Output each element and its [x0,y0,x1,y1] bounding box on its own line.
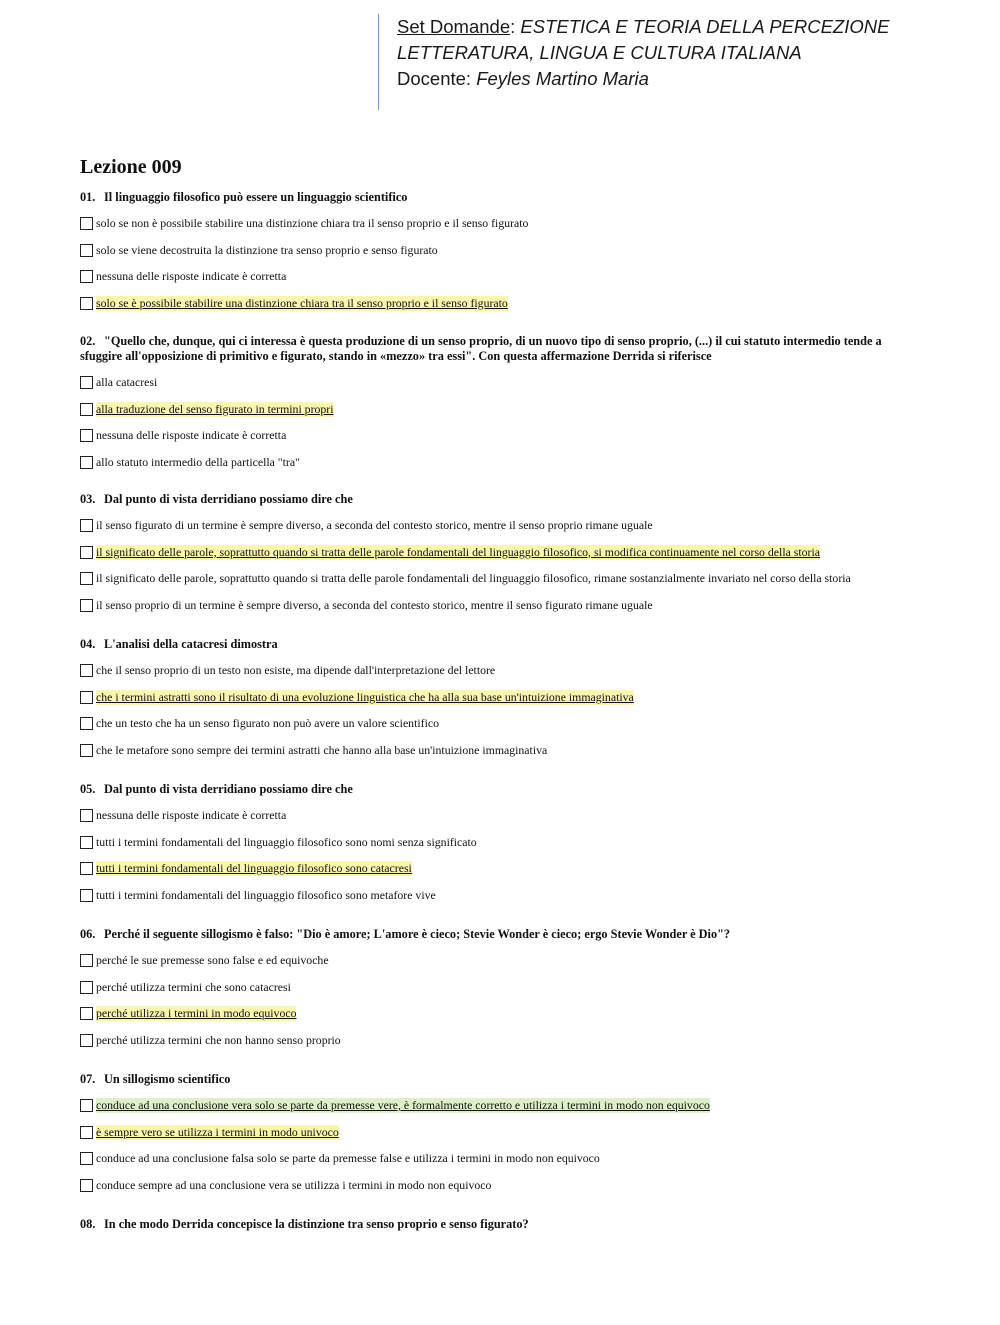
answer-option[interactable] [80,518,925,545]
answer-option[interactable] [80,296,925,323]
question-1 [80,190,925,322]
answer-option[interactable] [80,243,925,270]
question-number: 02. [80,334,96,348]
question-label: L'analisi della catacresi dimostra [104,637,278,651]
question-text [80,927,925,942]
option-text: che i termini astratti sono il risultato di una evoluzione linguistica che ha alla sua base un'intuizione immaginativa [96,689,634,704]
answer-option[interactable] [80,402,925,429]
question-8 [80,1217,925,1243]
checkbox[interactable] [80,297,93,310]
checkbox[interactable] [80,862,93,875]
answer-option[interactable] [80,888,925,915]
answer-option[interactable] [80,1125,925,1152]
checkbox[interactable] [80,836,93,849]
option-text: nessuna delle risposte indicate è corretta [96,428,287,443]
option-text: è sempre vero se utilizza i termini in modo univoco [96,1124,339,1139]
answer-option[interactable] [80,835,925,862]
question-number: 03. [80,492,96,506]
question-6 [80,927,925,1059]
answer-option[interactable] [80,269,925,296]
answer-option[interactable] [80,980,925,1007]
answer-option[interactable] [80,571,925,598]
option-text: allo statuto intermedio della particella "tra" [96,454,300,469]
answer-option[interactable] [80,428,925,455]
checkbox[interactable] [80,1152,93,1165]
option-text: tutti i termini fondamentali del linguaggio filosofico sono metafore vive [96,887,436,902]
option-text: il significato delle parole, soprattutto quando si tratta delle parole fondamentali del linguaggio filosofico, rimane sostanzialmente invariato nel corso della storia [96,571,851,586]
checkbox[interactable] [80,244,93,257]
checkbox[interactable] [80,1099,93,1112]
question-5 [80,782,925,914]
checkbox[interactable] [80,546,93,559]
option-text: perché utilizza termini che non hanno senso proprio [96,1032,341,1047]
option-text: perché utilizza termini che sono catacresi [96,979,291,994]
answer-option[interactable] [80,598,925,625]
question-7 [80,1072,925,1204]
question-2 [80,334,925,481]
teacher-name: Feyles Martino Maria [476,68,649,89]
option-text: nessuna delle risposte indicate è corretta [96,269,287,284]
checkbox[interactable] [80,717,93,730]
checkbox[interactable] [80,376,93,389]
question-label: "Quello che, dunque, qui ci interessa è questa produzione di un senso proprio, di un nuovo tipo di senso proprio, (...) il cui statuto intermedio tende a sfuggire all'opposizione di primitivo e figurato, stando in «mezzo» tra essi". Con questa affermazione Derrida si riferisce [80,334,882,363]
answer-option[interactable] [80,375,925,402]
checkbox[interactable] [80,981,93,994]
question-text [80,492,925,507]
checkbox[interactable] [80,954,93,967]
checkbox[interactable] [80,270,93,283]
question-label: Un sillogismo scientifico [104,1072,231,1086]
checkbox[interactable] [80,599,93,612]
answer-option[interactable] [80,953,925,980]
checkbox[interactable] [80,889,93,902]
answer-option[interactable] [80,216,925,243]
answer-option[interactable] [80,861,925,888]
option-text: solo se è possibile stabilire una distinzione chiara tra il senso proprio e il senso figurato [96,295,508,310]
checkbox[interactable] [80,456,93,469]
answer-option[interactable] [80,545,925,572]
answer-option[interactable] [80,1098,925,1125]
option-text: il significato delle parole, soprattutto quando si tratta delle parole fondamentali del linguaggio filosofico, si modifica continuamente nel corso della storia [96,544,820,559]
question-number: 08. [80,1217,96,1231]
question-label: Dal punto di vista derridiano possiamo dire che [104,492,353,506]
question-number: 04. [80,637,96,651]
answer-option[interactable] [80,455,925,482]
checkbox[interactable] [80,809,93,822]
option-text: conduce sempre ad una conclusione vera se utilizza i termini in modo non equivoco [96,1177,492,1192]
option-text: che il senso proprio di un testo non esiste, ma dipende dall'interpretazione del lettore [96,663,496,677]
question-4 [80,637,925,769]
set-colon: : [510,16,516,37]
option-text: tutti i termini fondamentali del linguaggio filosofico sono catacresi [96,861,412,876]
option-text: il senso proprio di un termine è sempre diverso, a seconda del contesto storico, mentre il senso figurato rimane uguale [96,597,653,612]
checkbox[interactable] [80,1179,93,1192]
checkbox[interactable] [80,744,93,757]
option-text: che un testo che ha un senso figurato non può avere un valore scientifico [96,716,439,731]
answer-option[interactable] [80,743,925,770]
option-text: solo se viene decostruita la distinzione tra senso proprio e senso figurato [96,242,438,257]
option-text: perché utilizza i termini in modo equivoco [96,1006,297,1021]
question-label: Perché il seguente sillogismo è falso: "Dio è amore; L'amore è cieco; Stevie Wonder è cieco; ergo Stevie Wonder è Dio"? [104,927,731,941]
answer-option[interactable] [80,1178,925,1205]
question-number: 01. [80,190,96,204]
checkbox[interactable] [80,572,93,585]
question-label: In che modo Derrida concepisce la distinzione tra senso proprio e senso figurato? [104,1217,529,1231]
answer-option[interactable] [80,808,925,835]
question-text [80,1072,925,1087]
course-name-1: ESTETICA E TEORIA DELLA PERCEZIONE [520,16,890,37]
option-text: alla traduzione del senso figurato in termini propri [96,401,334,416]
option-text: il senso figurato di un termine è sempre diverso, a seconda del contesto storico, mentre il senso proprio rimane uguale [96,518,653,532]
question-number: 05. [80,782,96,796]
question-text [80,334,925,364]
option-text: perché le sue premesse sono false e ed equivoche [96,953,329,967]
header-line-teacher [397,66,889,92]
document-header [378,14,889,110]
checkbox[interactable] [80,664,93,677]
checkbox[interactable] [80,1126,93,1139]
answer-option[interactable] [80,690,925,717]
option-text: conduce ad una conclusione vera solo se parte da premesse vere, è formalmente corretto e utilizza i termini in modo non equivoco [96,1098,710,1112]
answer-option[interactable] [80,1151,925,1178]
answer-option[interactable] [80,663,925,690]
question-label: Dal punto di vista derridiano possiamo dire che [104,782,353,796]
answer-option[interactable] [80,1006,925,1033]
question-text [80,190,925,205]
option-text: solo se non è possibile stabilire una distinzione chiara tra il senso proprio e il senso figurato [96,216,529,230]
checkbox[interactable] [80,429,93,442]
checkbox[interactable] [80,217,93,230]
option-text: tutti i termini fondamentali del linguaggio filosofico sono nomi senza significato [96,834,477,849]
option-text: che le metafore sono sempre dei termini astratti che hanno alla base un'intuizione immaginativa [96,742,548,757]
checkbox[interactable] [80,403,93,416]
question-label: Il linguaggio filosofico può essere un linguaggio scientifico [104,190,408,204]
checkbox[interactable] [80,519,93,532]
checkbox[interactable] [80,1007,93,1020]
answer-option[interactable] [80,1033,925,1060]
question-text [80,1217,925,1232]
option-text: conduce ad una conclusione falsa solo se parte da premesse false e utilizza i termini in modo non equivoco [96,1151,600,1166]
checkbox[interactable] [80,691,93,704]
header-line-set [397,14,889,40]
option-text: nessuna delle risposte indicate è corretta [96,808,287,822]
answer-option[interactable] [80,716,925,743]
question-text [80,782,925,797]
checkbox[interactable] [80,1034,93,1047]
option-text: alla catacresi [96,375,158,389]
course-name-2: LETTERATURA, LINGUA E CULTURA ITALIANA [397,42,802,63]
question-text [80,637,925,652]
set-label: Set Domande [397,16,511,37]
question-number: 07. [80,1072,96,1086]
lesson-title: Lezione 009 [80,156,182,178]
question-number: 06. [80,927,96,941]
question-3 [80,492,925,624]
teacher-label: Docente: [397,68,472,89]
